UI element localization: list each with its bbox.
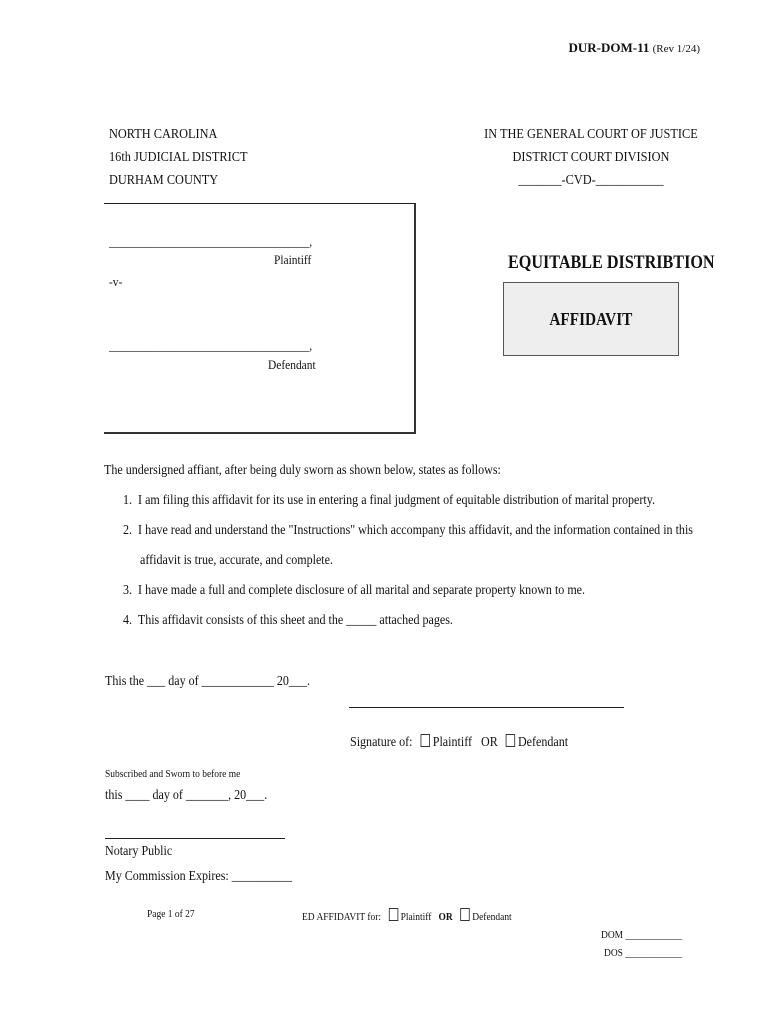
execution-date-line[interactable]: This the ___ day of ____________ 20___.: [105, 674, 311, 689]
defendant-option-label: Defendant: [517, 735, 569, 750]
footer-defendant-checkbox[interactable]: [460, 908, 469, 921]
statement-number: 4.: [123, 613, 133, 628]
form-id: [569, 40, 701, 56]
statement-3: [123, 583, 585, 599]
signature-prefix: Signature of:: [350, 735, 413, 750]
dos-field[interactable]: DOS ____________: [604, 947, 683, 959]
footer-or-label: OR: [438, 911, 453, 923]
statement-number: 2.: [123, 523, 133, 538]
statement-2-continued: affidavit is true, accurate, and complete.: [140, 553, 334, 568]
affidavit-title: AFFIDAVIT: [549, 308, 633, 329]
statement-2: [123, 523, 693, 539]
intro-text: The undersigned affiant, after being duly sworn as shown below, states as follows:: [104, 463, 501, 478]
statement-number: 1.: [123, 493, 133, 508]
versus-label: -v-: [109, 274, 123, 289]
statement-text: I have made a full and complete disclosure of all marital and separate property known to me.: [138, 583, 586, 598]
court-label: IN THE GENERAL COURT OF JUSTICE: [484, 127, 698, 142]
plaintiff-option-label: Plaintiff: [432, 735, 472, 750]
defendant-checkbox[interactable]: [506, 734, 515, 747]
dom-field[interactable]: DOM ____________: [601, 929, 683, 941]
court-block: [484, 123, 698, 192]
notary-signature-line[interactable]: [105, 838, 285, 839]
subscribed-label: Subscribed and Sworn to before me: [105, 768, 241, 780]
district-label: 16th JUDICIAL DISTRICT: [109, 150, 248, 165]
document-title: EQUITABLE DISTRIBTION: [508, 252, 715, 273]
affidavit-title-box: [503, 282, 679, 356]
form-code: DUR-DOM-11: [568, 40, 650, 55]
county-label: DURHAM COUNTY: [109, 173, 219, 188]
plaintiff-checkbox[interactable]: [421, 734, 430, 747]
statement-1: [123, 493, 655, 509]
statement-text: I am filing this affidavit for its use in entering a final judgment of equitable distribution of marital property.: [138, 493, 655, 508]
notary-date-line[interactable]: this ____ day of _______, 20___.: [105, 788, 268, 803]
state-label: NORTH CAROLINA: [109, 127, 218, 142]
footer-ed-label: ED AFFIDAVIT for:: [302, 911, 382, 923]
notary-public-label: Notary Public: [105, 844, 173, 859]
footer-plaintiff-label: Plaintiff: [400, 911, 432, 923]
statement-number: 3.: [123, 583, 133, 598]
case-number-field[interactable]: _______-CVD-___________: [518, 173, 664, 188]
defendant-name-field[interactable]: ___________________________________,: [109, 338, 313, 353]
plaintiff-label: Plaintiff: [274, 252, 312, 267]
form-revision: (Rev 1/24): [652, 43, 700, 55]
division-label: DISTRICT COURT DIVISION: [512, 150, 670, 165]
signature-of: [350, 734, 568, 751]
page-number: Page 1 of 27: [147, 908, 195, 920]
signature-line[interactable]: [349, 707, 624, 708]
footer-affidavit-for: [302, 908, 512, 923]
footer-plaintiff-checkbox[interactable]: [389, 908, 398, 921]
defendant-label: Defendant: [268, 357, 316, 372]
statement-4: [123, 613, 453, 629]
or-label: OR: [481, 735, 498, 750]
plaintiff-name-field[interactable]: ___________________________________,: [109, 234, 313, 249]
footer-defendant-label: Defendant: [472, 911, 512, 923]
statement-text[interactable]: This affidavit consists of this sheet and the _____ attached pages.: [137, 613, 453, 628]
venue-block: [109, 123, 247, 192]
statement-text: I have read and understand the "Instructions" which accompany this affidavit, and the information contained in this: [138, 523, 693, 538]
commission-expires-field[interactable]: My Commission Expires: __________: [105, 869, 292, 884]
